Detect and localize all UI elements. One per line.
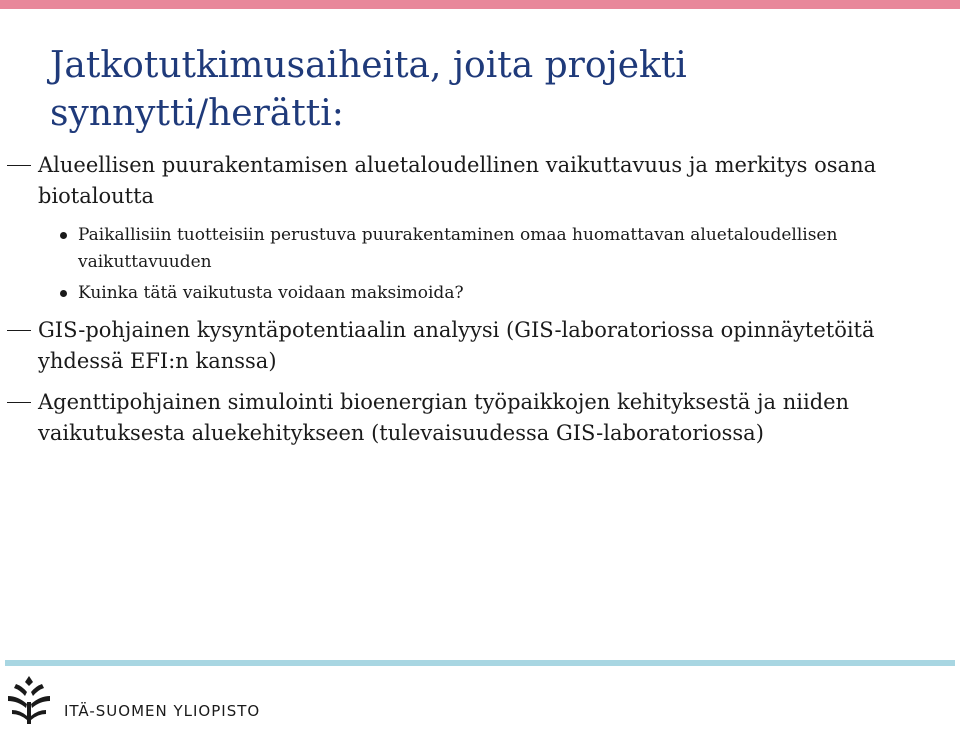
sub-list-item (0, 280, 878, 307)
university-name: ITÄ-SUOMEN YLIOPISTO (64, 702, 261, 720)
dash-bullet-icon (7, 165, 31, 166)
list-item (0, 150, 908, 212)
list-item (0, 387, 908, 449)
list-item-text: GIS-pohjainen kysyntäpotentiaalin analyysi (GIS-laboratoriossa opinnäytetöitä yhdessä EFI:n kanssa) (38, 318, 875, 373)
list-item-text: Alueellisen puurakentamisen aluetaloudellinen vaikuttavuus ja merkitys osana biotaloutta (38, 153, 877, 208)
university-logo-icon (8, 676, 50, 724)
sub-list-item (0, 222, 878, 276)
sub-item-text: Paikallisiin tuotteisiin perustuva puurakentaminen omaa huomattavan aluetaloudellisen vaikuttavuuden (78, 225, 838, 272)
slide-content (0, 150, 960, 459)
top-accent-bar (0, 0, 960, 9)
list-item-text: Agenttipohjainen simulointi bioenergian työpaikkojen kehityksestä ja niiden vaikutuksesta aluekehitykseen (tulevaisuudessa GIS-laboratoriossa) (38, 390, 850, 445)
bullet-icon (60, 232, 67, 239)
sub-item-text: Kuinka tätä vaikutusta voidaan maksimoida? (78, 283, 464, 303)
list-item (0, 315, 908, 377)
slide-title: Jatkotutkimusaiheita, joita projekti synnytti/herätti: (50, 45, 687, 134)
dash-bullet-icon (7, 402, 31, 403)
sub-list (0, 222, 960, 307)
bullet-icon (60, 290, 67, 297)
bottom-accent-bar (5, 660, 955, 666)
dash-bullet-icon (7, 330, 31, 331)
